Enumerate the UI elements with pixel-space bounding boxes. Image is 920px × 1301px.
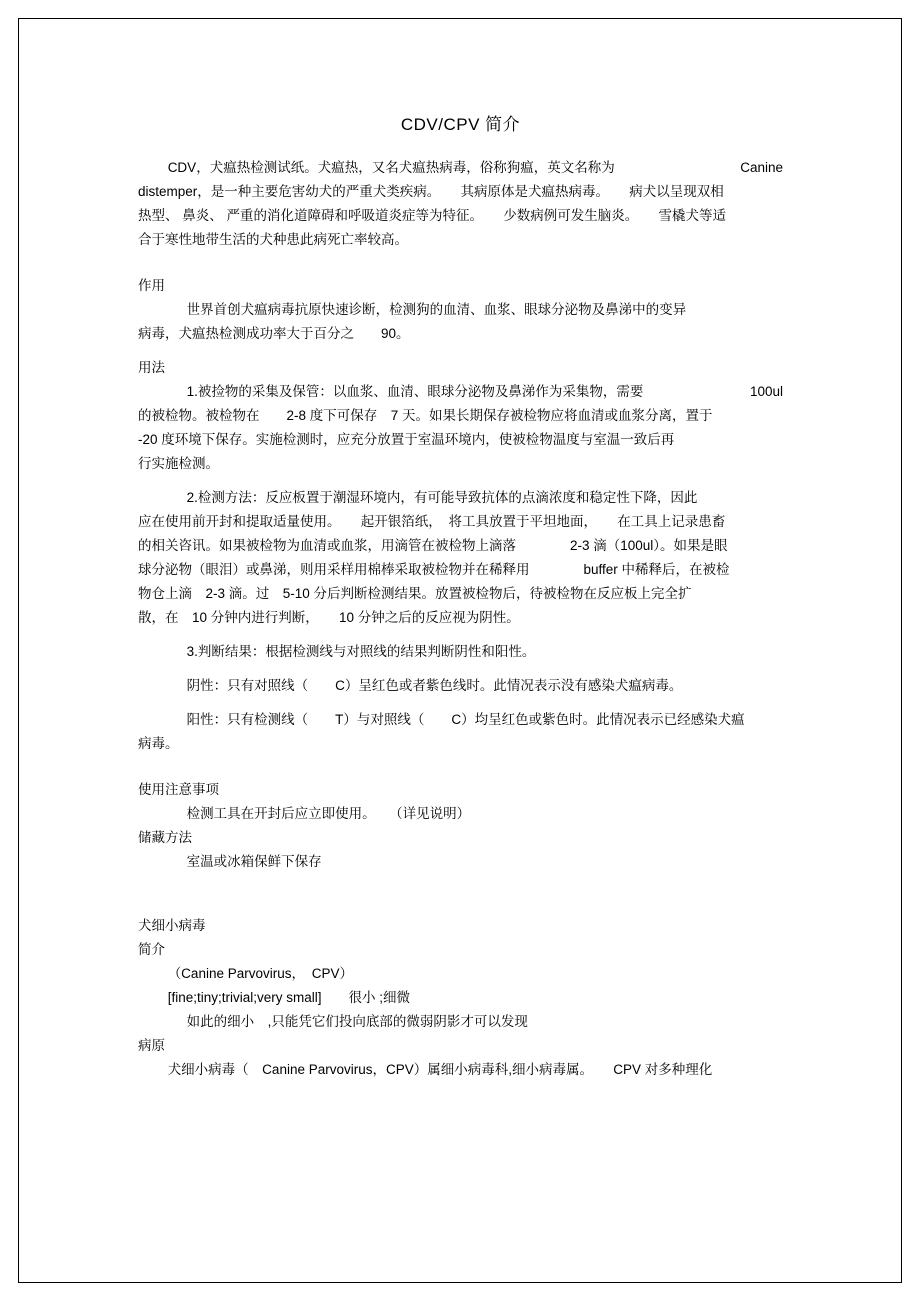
cpv-line-1: （Canine Parvovirus， CPV） <box>167 966 353 981</box>
intro-line-3: 热型、 鼻炎、 严重的消化道障碍和呼吸道炎症等为特征。 少数病例可发生脑炎。 雪橇犬等适 <box>138 208 727 223</box>
intro-line-2: distemper，是一种主要危害幼犬的严重犬类疾病。 其病原体是犬瘟热病毒。 病犬以呈现双相 <box>138 184 724 199</box>
page-title: CDV/CPV 简介 <box>400 115 521 134</box>
usage-line-4: 行实施检测。 <box>138 456 219 471</box>
usage-line-3: -20 度环境下保存。实施检测时，应充分放置于室温环境内，使被检物温度与室温一致后再 <box>138 432 675 447</box>
usage-line-13: 阳性：只有检测线（ T）与对照线（ C）均呈红色或紫色时。此情况表示已经感染犬瘟 <box>186 712 745 727</box>
section-heading-storage: 储藏方法 <box>138 830 192 845</box>
usage-line-9: 物仓上滴 2-3 滴。过 5-10 分后判断检测结果。放置被检物后，待被检物在反应板上完全扩 <box>138 586 692 601</box>
section-usage <box>138 356 783 756</box>
cpv-heading: 犬细小病毒 <box>138 918 206 933</box>
usage-line-6: 应在使用前开封和提取适量使用。 起开银箔纸， 将工具放置于平坦地面， 在工具上记录患畜 <box>138 514 726 529</box>
usage-line-1-tail: 100ul <box>749 384 783 399</box>
document-body <box>138 110 783 1082</box>
usage-line-11: 3.判断结果：根据检测线与对照线的结果判断阴性和阳性。 <box>186 644 536 659</box>
section-heading-usage: 用法 <box>138 360 165 375</box>
intro-block <box>138 156 783 252</box>
section-heading-precautions: 使用注意事项 <box>138 782 219 797</box>
usage-line-1-main: 1.被捡物的采集及保管：以血浆、血清、眼球分泌物及鼻涕作为采集物，需要 <box>186 384 644 399</box>
usage-line-5: 2.检测方法：反应板置于潮湿环境内，有可能导致抗体的点滴浓度和稳定性下降，因此 <box>186 490 698 505</box>
usage-line-12: 阴性：只有对照线（ C）呈红色或者紫色线时。此情况表示没有感染犬瘟病毒。 <box>186 678 683 693</box>
usage-line-14: 病毒。 <box>138 736 179 751</box>
intro-line-1 <box>138 156 783 180</box>
section-cpv <box>138 914 783 1082</box>
intro-line-1-main: CDV，犬瘟热检测试纸。犬瘟热，又名犬瘟热病毒，俗称狗瘟，英文名称为 <box>167 160 615 175</box>
cpv-subheading: 简介 <box>138 942 165 957</box>
precautions-line-1: 检测工具在开封后应立即使用。 （详见说明） <box>186 806 471 821</box>
intro-line-4: 合于寒性地带生活的犬种患此病死亡率较高。 <box>138 232 408 247</box>
usage-line-2: 的被检物。被检物在 2-8 度下可保存 7 天。如果长期保存被检物应将血清或血浆分离，置于 <box>138 408 713 423</box>
section-precautions <box>138 778 783 826</box>
section-storage <box>138 826 783 874</box>
usage-line-8: 球分泌物（眼泪）或鼻涕，则用采样用棉棒采取被检物并在稀释用 buffer 中稀释后，在被检 <box>138 562 730 577</box>
cpv-pathogen-line-1: 犬细小病毒（ Canine Parvovirus，CPV）属细小病毒科,细小病毒属。 CPV 对多种理化 <box>167 1062 713 1077</box>
cpv-line-3: 如此的细小 ,只能凭它们投向底部的微弱阴影才可以发现 <box>186 1014 528 1029</box>
usage-line-10: 散，在 10 分钟内进行判断， 10 分钟之后的反应视为阴性。 <box>138 610 520 625</box>
section-heading-function: 作用 <box>138 278 165 293</box>
storage-line-1: 室温或冰箱保鲜下保存 <box>186 854 322 869</box>
function-line-1: 世界首创犬瘟病毒抗原快速诊断，检测狗的血清、血浆、眼球分泌物及鼻涕中的变异 <box>186 302 687 317</box>
cpv-heading-pathogen: 病原 <box>138 1038 165 1053</box>
section-function <box>138 274 783 346</box>
usage-line-7: 的相关咨讯。如果被检物为血清或血浆，用滴管在被检物上滴落 2-3 滴（100ul）。如果是眼 <box>138 538 728 553</box>
intro-line-1-tail: Canine <box>740 160 783 175</box>
cpv-line-2: [fine;tiny;trivial;very small] 很小 ;细微 <box>167 990 410 1005</box>
function-line-2: 病毒，犬瘟热检测成功率大于百分之 90。 <box>138 326 410 341</box>
usage-line-1 <box>138 380 783 404</box>
